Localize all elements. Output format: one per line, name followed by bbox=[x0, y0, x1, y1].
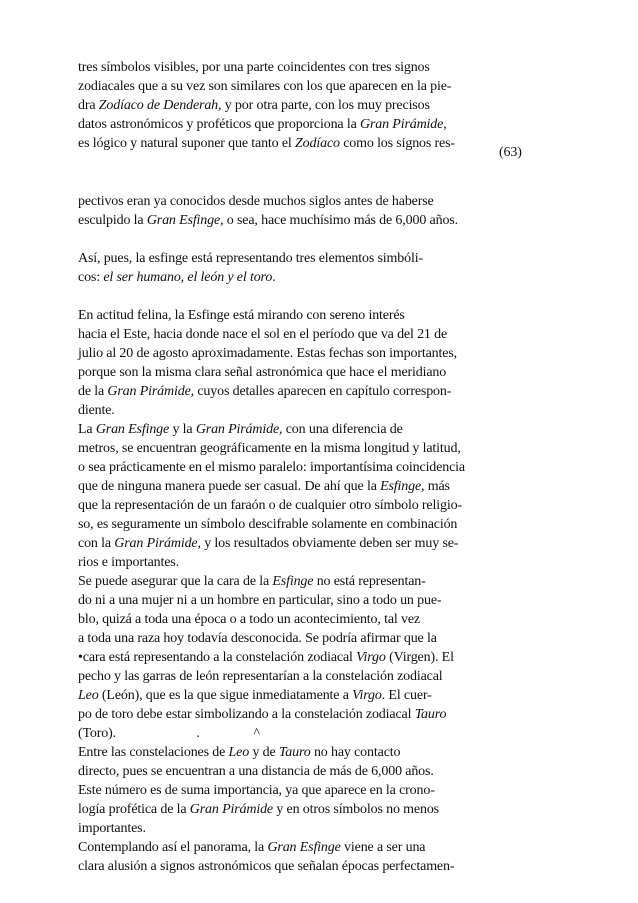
text-line bbox=[78, 762, 434, 781]
text-segment: Se puede asegurar que la cara de la bbox=[78, 574, 273, 589]
text-segment: con la bbox=[78, 536, 115, 551]
italic-text: Gran Esfinge bbox=[267, 840, 341, 855]
italic-text: Tauro bbox=[414, 707, 447, 722]
italic-text: Zodíaco de Denderah, bbox=[98, 98, 222, 113]
text-segment: julio al 20 de agosto aproximadamente. Estas fechas son importantes, bbox=[78, 346, 457, 361]
text-line bbox=[78, 268, 276, 287]
text-segment: . bbox=[272, 270, 276, 285]
text-segment: y por otra parte, con los muy precisos bbox=[221, 98, 430, 113]
text-segment: po de toro debe estar simbolizando a la constelación zodiacal bbox=[78, 707, 415, 722]
text-line bbox=[78, 819, 146, 838]
text-line bbox=[78, 686, 432, 705]
text-segment: que de ninguna manera puede ser casual. De ahí que la bbox=[78, 479, 381, 494]
text-line bbox=[78, 610, 420, 629]
text-segment: no hay contacto bbox=[310, 745, 401, 760]
italic-text: Gran Pirámide, bbox=[195, 422, 283, 437]
italic-text: Zodíaco bbox=[295, 136, 340, 151]
text-segment: directo, pues se encuentran a una distancia de más de 6,000 años. bbox=[78, 764, 434, 779]
text-segment: que la representación de un faraón o de cualquier otro símbolo religio- bbox=[78, 498, 462, 513]
italic-text: Leo bbox=[78, 688, 99, 703]
text-segment: es lógico y natural suponer que tanto el bbox=[78, 136, 296, 151]
text-line bbox=[78, 724, 260, 743]
text-segment: metros, se encuentran geográficamente en la misma longitud y latitud, bbox=[78, 441, 461, 456]
italic-text: Virgo bbox=[356, 650, 386, 665]
text-line bbox=[78, 857, 454, 876]
text-line bbox=[78, 115, 447, 134]
text-segment: clara alusión a signos astronómicos que señalan épocas perfectamen- bbox=[78, 859, 455, 874]
text-line bbox=[78, 401, 115, 420]
text-line bbox=[78, 249, 423, 268]
text-line bbox=[78, 382, 451, 401]
text-line bbox=[78, 781, 435, 800]
text-segment: importantes. bbox=[78, 821, 146, 836]
text-segment: a toda una raza hoy todavía desconocida. Se podría afirmar que la bbox=[78, 631, 437, 646]
text-segment: (Toro). . ^ bbox=[78, 726, 260, 741]
text-segment: logía profética de la bbox=[78, 802, 190, 817]
text-line bbox=[78, 743, 400, 762]
text-segment: o sea prácticamente en el mismo paralelo: importantísima coincidencia bbox=[78, 460, 465, 475]
text-line bbox=[78, 192, 434, 211]
italic-text: Gran Esfinge bbox=[95, 422, 170, 437]
text-segment: rios e importantes. bbox=[78, 555, 179, 570]
text-segment: diente. bbox=[78, 403, 115, 418]
text-segment: datos astronómicos y proféticos que proporciona la bbox=[78, 117, 360, 132]
text-segment: cuyos detalles aparecen en capítulo correspon- bbox=[193, 384, 452, 399]
text-segment: cos: bbox=[78, 270, 104, 285]
text-line bbox=[78, 58, 430, 77]
text-segment: pectivos eran ya conocidos desde muchos siglos antes de haberse bbox=[78, 194, 434, 209]
text-segment: o sea, hace muchísimo más de 6,000 años. bbox=[223, 213, 458, 228]
text-segment: zodiacales que a su vez son similares con los que aparecen en la pie- bbox=[78, 79, 452, 94]
text-line bbox=[78, 211, 458, 230]
text-segment: pecho y las garras de león representarían a la constelación zodiacal bbox=[78, 669, 443, 684]
text-line bbox=[78, 534, 458, 553]
italic-text: Gran Esfinge, bbox=[146, 213, 224, 228]
page-number: (63) bbox=[499, 145, 522, 160]
text-line bbox=[78, 458, 465, 477]
text-segment: La bbox=[78, 422, 96, 437]
text-line bbox=[78, 325, 447, 344]
text-segment: (León), que es la que sigue inmediatamente a bbox=[98, 688, 353, 703]
text-line bbox=[78, 363, 446, 382]
text-segment: Entre las constelaciones de bbox=[78, 745, 229, 760]
text-line bbox=[78, 553, 179, 572]
italic-text: Gran Pirámide, bbox=[114, 536, 201, 551]
text-segment: Contemplando así el panorama, la bbox=[78, 840, 268, 855]
italic-text: Virgo bbox=[352, 688, 382, 703]
text-segment: Así, pues, la esfinge está representando tres elementos simbóli- bbox=[78, 251, 423, 266]
text-segment: blo, quizá a toda una época o a todo un acontecimiento, tal vez bbox=[78, 612, 420, 627]
italic-text: Leo bbox=[228, 745, 250, 760]
italic-text: Gran Pirámide bbox=[189, 802, 273, 817]
text-line bbox=[78, 515, 457, 534]
text-line bbox=[78, 420, 403, 439]
text-line bbox=[78, 705, 446, 724]
text-segment: dra bbox=[78, 98, 99, 113]
text-line bbox=[78, 344, 457, 363]
text-segment: so, es seguramente un símbolo descifrable solamente en combinación bbox=[78, 517, 458, 532]
text-line bbox=[78, 134, 455, 153]
text-line bbox=[78, 572, 426, 591]
italic-text: el ser humano, el león y el toro bbox=[103, 270, 273, 285]
text-line bbox=[78, 838, 425, 857]
text-segment: En actitud felina, la Esfinge está mirando con sereno interés bbox=[78, 308, 405, 323]
text-line bbox=[78, 77, 451, 96]
text-segment: no está representan- bbox=[313, 574, 426, 589]
text-segment: hacia el Este, hacia donde nace el sol en el período que va del 21 de bbox=[78, 327, 448, 342]
text-segment: y en otros símbolos no menos bbox=[272, 802, 439, 817]
text-segment: esculpido la bbox=[78, 213, 147, 228]
text-segment: más bbox=[424, 479, 450, 494]
text-segment: y la bbox=[169, 422, 196, 437]
text-segment: porque son la misma clara señal astronómica que hace el meridiano bbox=[78, 365, 447, 380]
italic-text: Esfinge, bbox=[380, 479, 425, 494]
text-segment: Este número es de suma importancia, ya que aparece en la crono- bbox=[78, 783, 435, 798]
text-segment: . El cuer- bbox=[381, 688, 432, 703]
text-line bbox=[78, 306, 405, 325]
text-segment: (Virgen). El bbox=[385, 650, 454, 665]
text-line bbox=[78, 496, 462, 515]
text-segment: do ni a una mujer ni a un hombre en particular, sino a todo un pue- bbox=[78, 593, 442, 608]
text-segment: de la bbox=[78, 384, 108, 399]
italic-text: Esfinge bbox=[272, 574, 314, 589]
text-segment: y los resultados obviamente deben ser muy se- bbox=[200, 536, 459, 551]
italic-text: Tauro bbox=[278, 745, 311, 760]
italic-text: Gran Pirámide, bbox=[107, 384, 194, 399]
text-line bbox=[78, 667, 443, 686]
text-segment: viene a ser una bbox=[340, 840, 426, 855]
text-line bbox=[78, 439, 461, 458]
text-line bbox=[78, 648, 454, 667]
text-line bbox=[78, 96, 430, 115]
text-line bbox=[78, 477, 450, 496]
text-segment: tres símbolos visibles, por una parte coincidentes con tres signos bbox=[78, 60, 430, 75]
text-segment: como los signos res- bbox=[339, 136, 455, 151]
text-segment: •cara está representando a la constelación zodiacal bbox=[78, 650, 357, 665]
text-line bbox=[78, 591, 441, 610]
italic-text: Gran Pirámide, bbox=[360, 117, 447, 132]
text-line bbox=[78, 800, 439, 819]
text-segment: con una diferencia de bbox=[282, 422, 403, 437]
text-segment: y de bbox=[249, 745, 279, 760]
text-line bbox=[78, 629, 437, 648]
